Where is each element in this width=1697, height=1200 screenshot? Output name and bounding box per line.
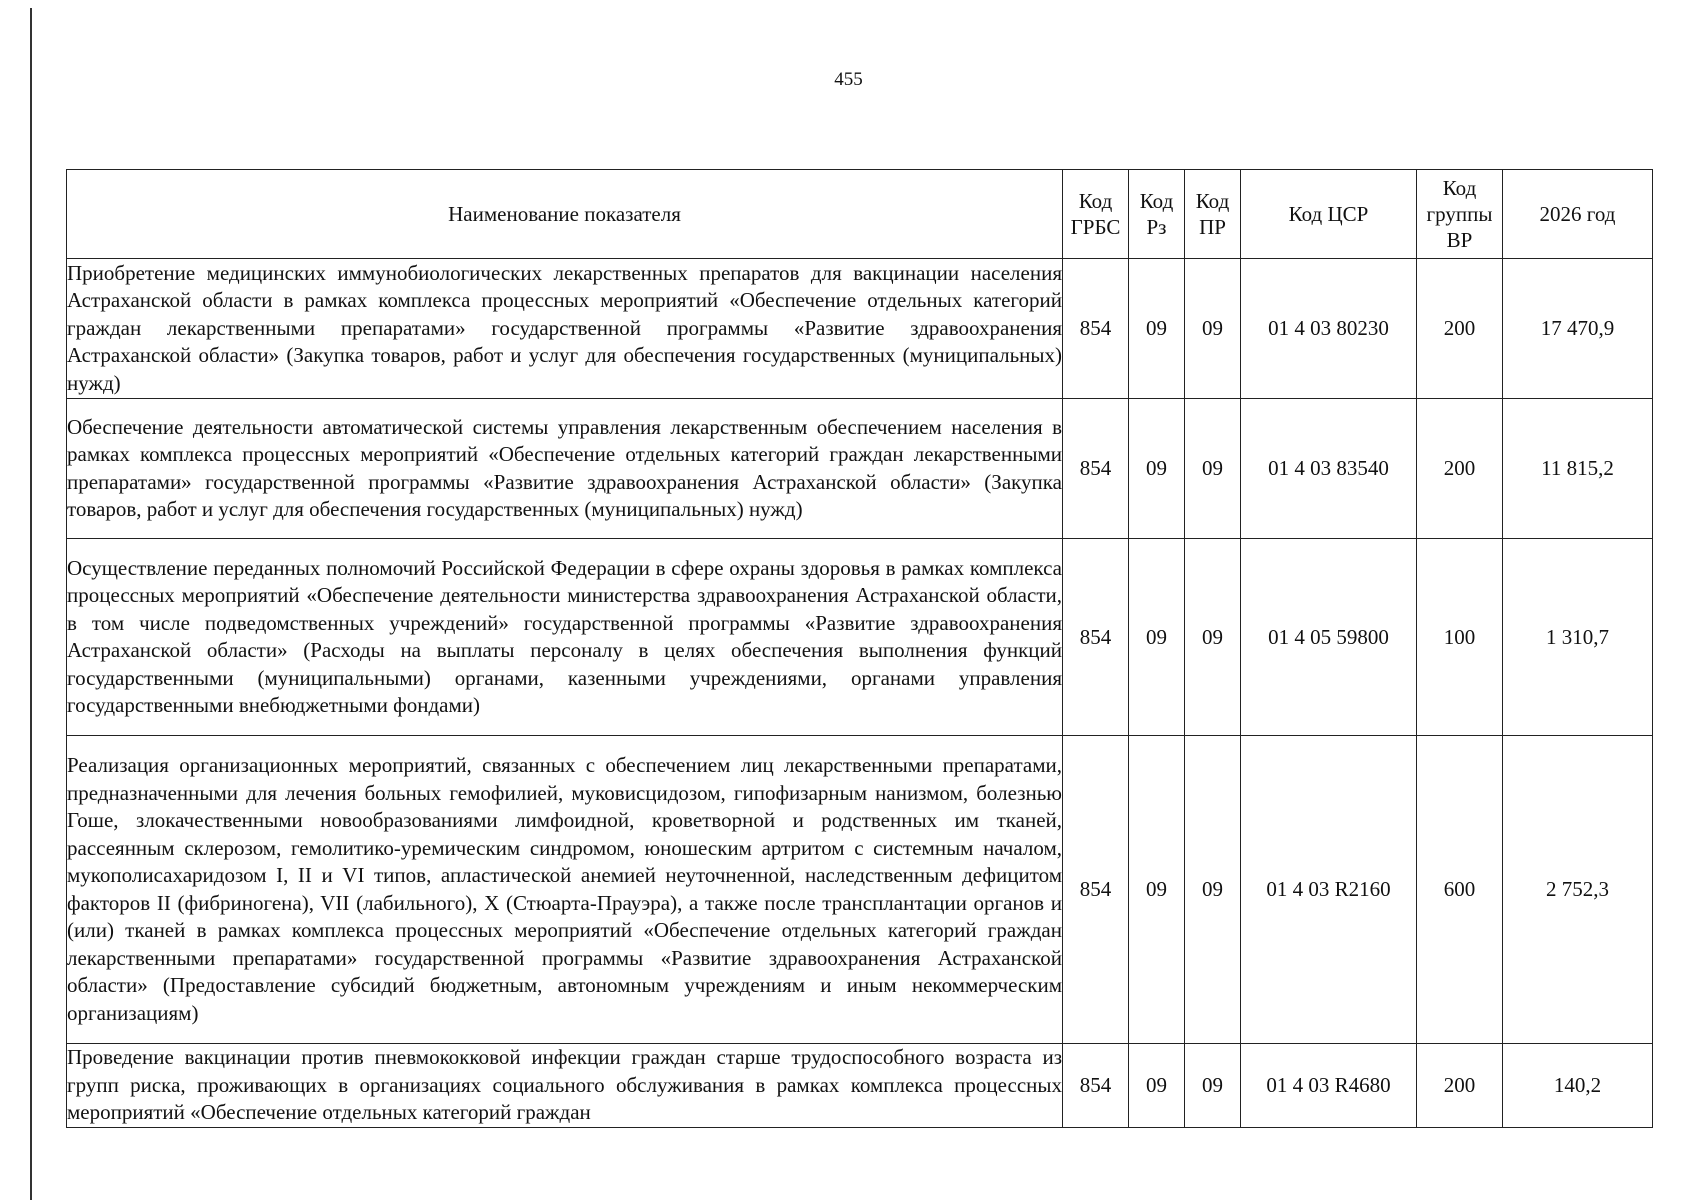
row-vr: 200	[1417, 399, 1503, 539]
row-amount: 140,2	[1503, 1044, 1653, 1128]
header-vr: Код группы ВР	[1417, 170, 1503, 259]
row-rz: 09	[1129, 1044, 1185, 1128]
row-vr: 200	[1417, 1044, 1503, 1128]
row-pr: 09	[1185, 539, 1241, 736]
table-header-row	[67, 170, 1653, 259]
row-pr: 09	[1185, 259, 1241, 399]
table-row	[67, 539, 1653, 736]
row-rz: 09	[1129, 399, 1185, 539]
row-name: Обеспечение деятельности автоматической системы управления лекарственным обеспечением населения в рамках комплекса процессных мероприятий «Обеспечение отдельных категорий граждан лекарственными препаратами» государственной программы «Развитие здравоохранения Астраханской области» (Закупка товаров, работ и услуг для обеспечения государственных (муниципальных) нужд)	[67, 399, 1063, 539]
row-vr: 600	[1417, 736, 1503, 1044]
row-name: Осуществление переданных полномочий Российской Федерации в сфере охраны здоровья в рамках комплекса процессных мероприятий «Обеспечение деятельности министерства здравоохранения Астраханской области, в том числе подведомственных учреждений» государственной программы «Развитие здравоохранения Астраханской области» (Расходы на выплаты персоналу в целях обеспечения выполнения функций государственными (муниципальными) органами, казенными учреждениями, органами управления государственными внебюджетными фондами)	[67, 539, 1063, 736]
row-grbs: 854	[1063, 736, 1129, 1044]
row-rz: 09	[1129, 259, 1185, 399]
row-name: Приобретение медицинских иммунобиологических лекарственных препаратов для вакцинации населения Астраханской области в рамках комплекса процессных мероприятий «Обеспечение отдельных категорий граждан лекарственными препаратами» государственной программы «Развитие здравоохранения Астраханской области» (Закупка товаров, работ и услуг для обеспечения государственных (муниципальных) нужд)	[67, 259, 1063, 399]
table-row	[67, 259, 1653, 399]
row-vr: 100	[1417, 539, 1503, 736]
header-year: 2026 год	[1503, 170, 1653, 259]
table-row	[67, 1044, 1653, 1128]
row-vr: 200	[1417, 259, 1503, 399]
row-grbs: 854	[1063, 539, 1129, 736]
row-csr: 01 4 03 83540	[1241, 399, 1417, 539]
row-csr: 01 4 05 59800	[1241, 539, 1417, 736]
budget-table	[66, 169, 1653, 1128]
row-pr: 09	[1185, 736, 1241, 1044]
table-row	[67, 399, 1653, 539]
row-rz: 09	[1129, 736, 1185, 1044]
row-csr: 01 4 03 R2160	[1241, 736, 1417, 1044]
row-csr: 01 4 03 R4680	[1241, 1044, 1417, 1128]
header-csr: Код ЦСР	[1241, 170, 1417, 259]
row-pr: 09	[1185, 1044, 1241, 1128]
row-name: Проведение вакцинации против пневмококковой инфекции граждан старше трудоспособного возраста из групп риска, проживающих в организациях социального обслуживания в рамках комплекса процессных мероприятий «Обеспечение отдельных категорий граждан	[67, 1044, 1063, 1128]
row-grbs: 854	[1063, 1044, 1129, 1128]
row-rz: 09	[1129, 539, 1185, 736]
row-pr: 09	[1185, 399, 1241, 539]
row-amount: 17 470,9	[1503, 259, 1653, 399]
table-row	[67, 736, 1653, 1044]
header-rz: Код Рз	[1129, 170, 1185, 259]
header-name: Наименование показателя	[67, 170, 1063, 259]
margin-rule	[30, 8, 32, 1200]
row-grbs: 854	[1063, 399, 1129, 539]
row-amount: 1 310,7	[1503, 539, 1653, 736]
row-amount: 2 752,3	[1503, 736, 1653, 1044]
row-grbs: 854	[1063, 259, 1129, 399]
header-grbs: Код ГРБС	[1063, 170, 1129, 259]
row-name: Реализация организационных мероприятий, связанных с обеспечением лиц лекарственными препаратами, предназначенными для лечения больных гемофилией, муковисцидозом, гипофизарным нанизмом, болезнью Гоше, злокачественными новообразованиями лимфоидной, кроветворной и родственных им тканей, рассеянным склерозом, гемолитико-уремическим синдромом, юношеским артритом с системным началом, мукополисахаридозом I, II и VI типов, апластической анемией неуточненной, наследственным дефицитом факторов II (фибриногена), VII (лабильного), X (Стюарта-Прауэра), а также после трансплантации органов и (или) тканей в рамках комплекса процессных мероприятий «Обеспечение отдельных категорий граждан лекарственными препаратами» государственной программы «Развитие здравоохранения Астраханской области» (Предоставление субсидий бюджетным, автономным учреждениям и иным некоммерческим организациям)	[67, 736, 1063, 1044]
header-pr: Код ПР	[1185, 170, 1241, 259]
row-csr: 01 4 03 80230	[1241, 259, 1417, 399]
row-amount: 11 815,2	[1503, 399, 1653, 539]
page-number: 455	[834, 69, 863, 90]
